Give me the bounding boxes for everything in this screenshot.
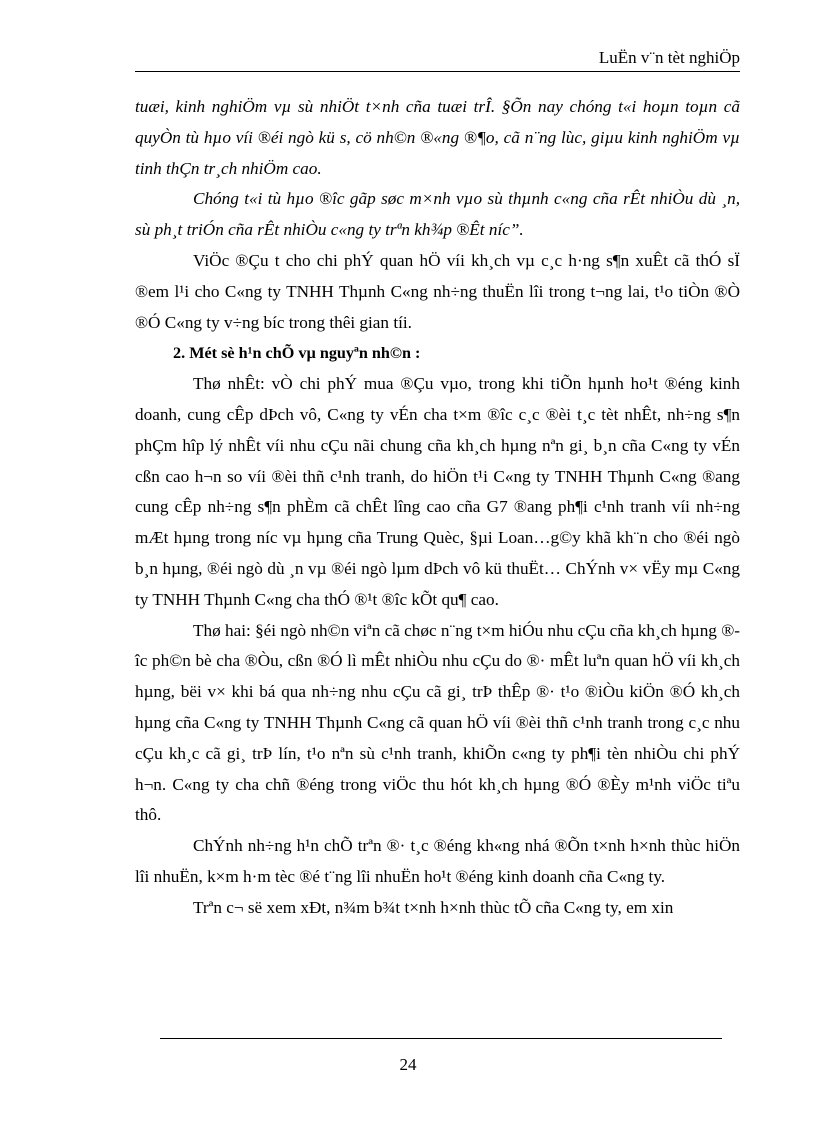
paragraph-1: tuæi, kinh nghiÖm vµ sù nhiÖt t×nh cña tuæi trÎ. §Õn nay chóng t«i hoµn toµn cã quyÒn tù hµo víi ®éi ngò kü s, cö nh©n ®«ng ®¶o, cã n¨ng lùc, giµu kinh nghiÖm vµ tinh thÇn tr¸ch nhiÖm cao. xyxy=(135,97,740,178)
paragraph-7: Trªn c¬ së xem xÐt, n¾m b¾t t×nh h×nh thùc tÕ cña C«ng ty, em xin xyxy=(193,897,674,917)
paragraph-2: Chóng t«i tù hµo ®îc gãp søc m×nh vµo sù thµnh c«ng cña rÊt nhiÒu dù ¸n, sù ph¸t triÓn cña rÊt nhiÒu c«ng ty trªn kh¾p ®Êt níc”. xyxy=(135,189,740,240)
header-divider xyxy=(135,71,740,72)
paragraph-5: Thø hai: §éi ngò nh©n viªn cã chøc n¨ng t×m hiÓu nhu cÇu cña kh¸ch hµng ®îc ph©n bè cha ®Òu, cßn ®Ó lì mÊt nhiÒu nhu cÇu do ®· mÊt luªn quan hÖ víi kh¸ch hµng, bëi v× khi bá qua nh÷ng nhu cÇu cã gi¸ trÞ thÊp ®· t¹o ®iÒu kiÖn ®Ó kh¸ch hµng cña C«ng ty TNHH Thµnh C«ng cã quan hÖ víi ®èi thñ c¹nh tranh trong c¸c nhu cÇu kh¸c cã gi¸ trÞ lín, t¹o nªn sù c¹nh tranh, khiÕn c«ng ty ph¶i tèn nhiÒu chi phÝ h¬n. C«ng ty cha chñ ®éng trong viÖc thu hót kh¸ch hµng ®Ó ®Èy m¹nh viÖc tiªu thô. xyxy=(135,620,740,825)
paragraph-6: ChÝnh nh÷ng h¹n chÕ trªn ®· t¸c ®éng kh«ng nhá ®Õn t×nh h×nh thùc hiÖn lîi nhuËn, k×m h·m tèc ®é t¨ng lîi nhuËn ho¹t ®éng kinh doanh cña C«ng ty. xyxy=(135,836,740,886)
page-number: 24 xyxy=(399,1055,417,1074)
section-heading: 2. Mét sè h¹n chÕ vµ nguyªn nh©n : xyxy=(173,344,421,363)
body-text xyxy=(135,92,740,924)
footer-divider xyxy=(160,1038,722,1039)
paragraph-4: Thø nhÊt: vÒ chi phÝ mua ®Çu vµo, trong khi tiÕn hµnh ho¹t ®éng kinh doanh, cung cÊp dÞch vô, C«ng ty vÉn cha t×m ®îc c¸c ®èi t¸c tèt nhÊt, nh÷ng s¶n phÇm hîp lý nhÊt víi nhu cÇu nãi chung cña kh¸ch hµng nªn gi¸ b¸n cña C«ng ty vÉn cßn cao h¬n so víi ®èi thñ c¹nh tranh, do hiÖn t¹i C«ng ty TNHH Thµnh C«ng ®ang cung cÊp nh÷ng s¶n phÈm cã chÊt lîng cao cña G7 ®ang ph¶i c¹nh tranh víi nh÷ng mÆt hµng trong níc vµ hµng cña Trung Quèc, §µi Loan…g©y khã kh¨n cho ®éi ngò b¸n hµng, ®éi ngò dù ¸n vµ ®éi ngò lµm dÞch vô kü thuËt… ChÝnh v× vËy mµ C«ng ty TNHH Thµnh C«ng cha thÓ ®¹t ®îc kÕt qu¶ cao. xyxy=(135,374,740,609)
running-header: LuËn v¨n tèt nghiÖp xyxy=(598,48,740,67)
paragraph-3: ViÖc ®Çu t cho chi phÝ quan hÖ víi kh¸ch vµ c¸c h·ng s¶n xuÊt cã thÓ sÏ ®em l¹i cho C«ng ty TNHH Thµnh C«ng nh÷ng thuËn lîi trong t¬ng lai, t¹o tiÒn ®Ò ®Ó C«ng ty v÷ng bíc trong thêi gian tíi. xyxy=(135,250,740,332)
